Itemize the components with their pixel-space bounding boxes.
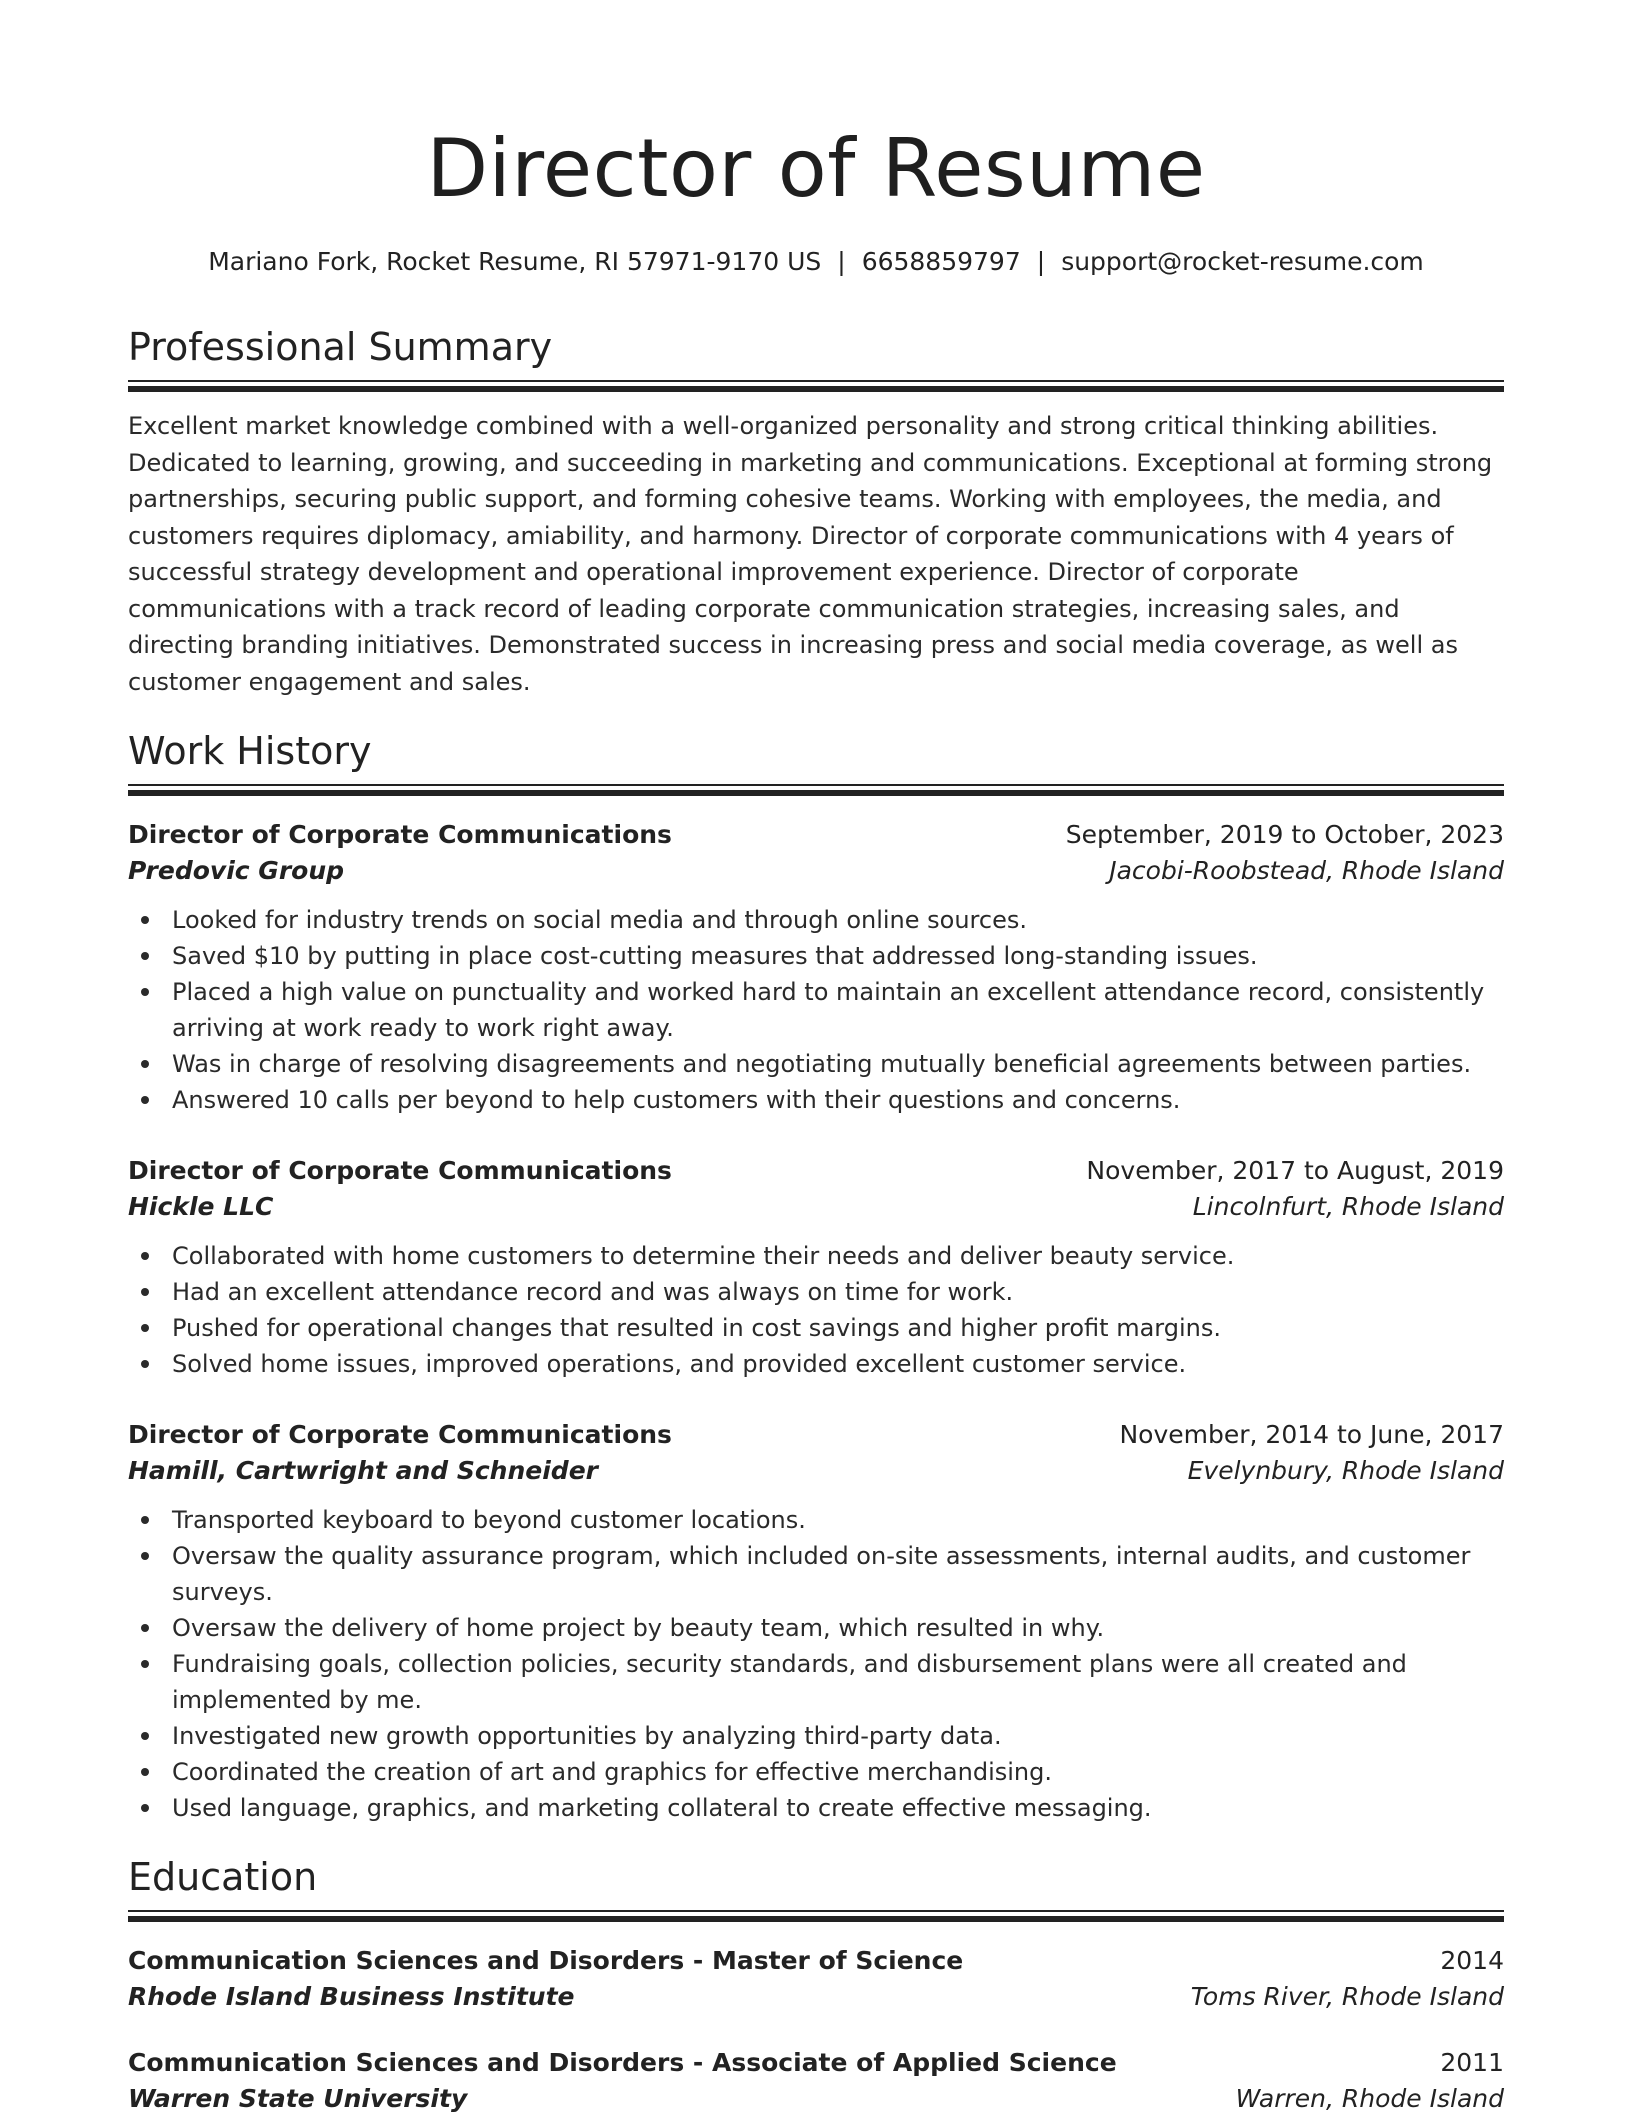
contact-phone: 6658859797: [861, 247, 1021, 276]
job-bullet-text: Looked for industry trends on social media and through online sources.: [172, 906, 1027, 934]
job-dates: November, 2014 to June, 2017: [1119, 1420, 1504, 1449]
job-company-row: [128, 852, 1504, 890]
job-bullet-text: Collaborated with home customers to determine their needs and deliver beauty service.: [172, 1242, 1235, 1270]
education-entry: [128, 1944, 1504, 2016]
job-bullet: [128, 1610, 1504, 1646]
job-bullet-list: [128, 902, 1504, 1118]
education-section: [128, 1854, 1504, 2118]
contact-separator: |: [1036, 247, 1046, 276]
section-title-summary: Professional Summary: [128, 325, 553, 369]
job-title: Director of Corporate Communications: [128, 820, 672, 849]
bullet-icon: [141, 952, 149, 960]
job-bullet: [128, 1238, 1504, 1274]
section-divider: [128, 386, 1504, 392]
job-company: Hickle LLC: [128, 1192, 274, 1221]
work-history-section: [128, 728, 1504, 1826]
job-header-row: [128, 1154, 1504, 1188]
contact-address: Mariano Fork, Rocket Resume, RI 57971-9170 US: [208, 247, 822, 276]
job-location: Jacobi-Roobstead, Rhode Island: [1109, 856, 1504, 885]
job-company: Hamill, Cartwright and Schneider: [128, 1456, 598, 1485]
bullet-icon: [141, 1660, 149, 1668]
job-bullet-text: Solved home issues, improved operations, and provided excellent customer service.: [172, 1350, 1187, 1378]
job-bullet-text: Was in charge of resolving disagreements and negotiating mutually beneficial agreements between parties.: [172, 1050, 1472, 1078]
job-bullet-text: Coordinated the creation of art and graphics for effective merchandising.: [172, 1758, 1052, 1786]
education-header-row: [128, 1944, 1504, 1978]
job-location: Lincolnfurt, Rhode Island: [1192, 1192, 1504, 1221]
job-bullet-text: Had an excellent attendance record and was always on time for work.: [172, 1278, 1014, 1306]
job-entry: [128, 1418, 1504, 1826]
summary-text: Excellent market knowledge combined with a well-organized personality and strong critical thinking abilities. Dedicated to learning, growing, and succeeding in marketing and communications. Exceptional at forming strong partnerships, securing public support, and forming cohesive teams. Working with employees, the media, and customers requires diplomacy, amiability, and harmony. Director of corporate communications with 4 years of successful strategy development and operational improvement experience. Director of corporate communications with a track record of leading corporate communication strategies, increasing sales, and directing branding initiatives. Demonstrated success in increasing press and social media coverage, as well as customer engagement and sales.: [128, 412, 1493, 696]
bullet-icon: [141, 1252, 149, 1260]
job-bullet: [128, 1718, 1504, 1754]
job-bullet-text: Investigated new growth opportunities by analyzing third-party data.: [172, 1722, 1002, 1750]
job-bullet: [128, 1646, 1504, 1718]
job-bullet: [128, 1790, 1504, 1826]
bullet-icon: [141, 1324, 149, 1332]
job-company-row: [128, 1188, 1504, 1226]
bullet-icon: [141, 1552, 149, 1560]
section-divider: [128, 380, 1504, 382]
section-divider: [128, 790, 1504, 796]
job-entry: [128, 1154, 1504, 1382]
job-title: Director of Corporate Communications: [128, 1156, 672, 1185]
job-bullet: [128, 1082, 1504, 1118]
job-bullet: [128, 1046, 1504, 1082]
education-location: Warren, Rhode Island: [1235, 2084, 1504, 2113]
job-bullet: [128, 938, 1504, 974]
job-dates: November, 2017 to August, 2019: [1086, 1156, 1504, 1185]
job-bullet-text: Answered 10 calls per beyond to help customers with their questions and concerns.: [172, 1086, 1181, 1114]
job-entry: [128, 818, 1504, 1118]
job-company-row: [128, 1452, 1504, 1490]
education-school: Rhode Island Business Institute: [128, 1982, 575, 2011]
bullet-icon: [141, 1060, 149, 1068]
bullet-icon: [141, 1624, 149, 1632]
job-bullet-text: Fundraising goals, collection policies, security standards, and disbursement plans were all created and implemented by me.: [172, 1650, 1407, 1714]
section-title-work-history: Work History: [128, 729, 372, 773]
contact-email: support@rocket-resume.com: [1061, 247, 1424, 276]
section-divider: [128, 1910, 1504, 1912]
job-bullet: [128, 1538, 1504, 1610]
job-bullet-text: Placed a high value on punctuality and worked hard to maintain an excellent attendance record, consistently arriving at work ready to work right away.: [172, 978, 1485, 1042]
job-bullet-list: [128, 1238, 1504, 1382]
section-divider: [128, 1916, 1504, 1922]
job-bullet-list: [128, 1502, 1504, 1826]
bullet-icon: [141, 1360, 149, 1368]
job-bullet-text: Transported keyboard to beyond customer locations.: [172, 1506, 806, 1534]
job-dates: September, 2019 to October, 2023: [1065, 820, 1504, 849]
bullet-icon: [141, 1804, 149, 1812]
job-bullet: [128, 1274, 1504, 1310]
job-bullet: [128, 974, 1504, 1046]
job-bullet-text: Oversaw the quality assurance program, which included on-site assessments, internal audits, and customer surveys.: [172, 1542, 1471, 1606]
bullet-icon: [141, 916, 149, 924]
education-degree: Communication Sciences and Disorders - Master of Science: [128, 1946, 964, 1975]
education-degree: Communication Sciences and Disorders - Associate of Applied Science: [128, 2048, 1117, 2077]
section-divider: [128, 784, 1504, 786]
job-bullet-text: Oversaw the delivery of home project by beauty team, which resulted in why.: [172, 1614, 1105, 1642]
education-year: 2011: [1440, 2048, 1504, 2077]
job-bullet-text: Saved $10 by putting in place cost-cutting measures that addressed long-standing issues.: [172, 942, 1258, 970]
job-bullet: [128, 1502, 1504, 1538]
bullet-icon: [141, 1288, 149, 1296]
job-location: Evelynbury, Rhode Island: [1187, 1456, 1504, 1485]
job-bullet: [128, 1346, 1504, 1382]
job-header-row: [128, 818, 1504, 852]
bullet-icon: [141, 1768, 149, 1776]
bullet-icon: [141, 1096, 149, 1104]
bullet-icon: [141, 1732, 149, 1740]
contact-separator: |: [837, 247, 846, 276]
job-bullet-text: Pushed for operational changes that resulted in cost savings and higher profit margins.: [172, 1314, 1221, 1342]
education-school: Warren State University: [128, 2084, 468, 2113]
job-bullet: [128, 1754, 1504, 1790]
job-header-row: [128, 1418, 1504, 1452]
education-header-row: [128, 2046, 1504, 2080]
education-location: Toms River, Rhode Island: [1190, 1982, 1504, 2011]
job-bullet: [128, 902, 1504, 938]
section-title-education: Education: [128, 1855, 318, 1899]
job-title: Director of Corporate Communications: [128, 1420, 672, 1449]
education-school-row: [128, 2080, 1504, 2118]
contact-line: [128, 246, 1504, 278]
bullet-icon: [141, 988, 149, 996]
education-year: 2014: [1440, 1946, 1504, 1975]
job-company: Predovic Group: [128, 856, 345, 885]
bullet-icon: [141, 1516, 149, 1524]
resume-name: Director of Resume: [426, 122, 1206, 215]
job-bullet-text: Used language, graphics, and marketing collateral to create effective messaging.: [172, 1794, 1152, 1822]
education-entry: [128, 2046, 1504, 2118]
education-school-row: [128, 1978, 1504, 2016]
job-bullet: [128, 1310, 1504, 1346]
summary-section: [128, 324, 1504, 700]
